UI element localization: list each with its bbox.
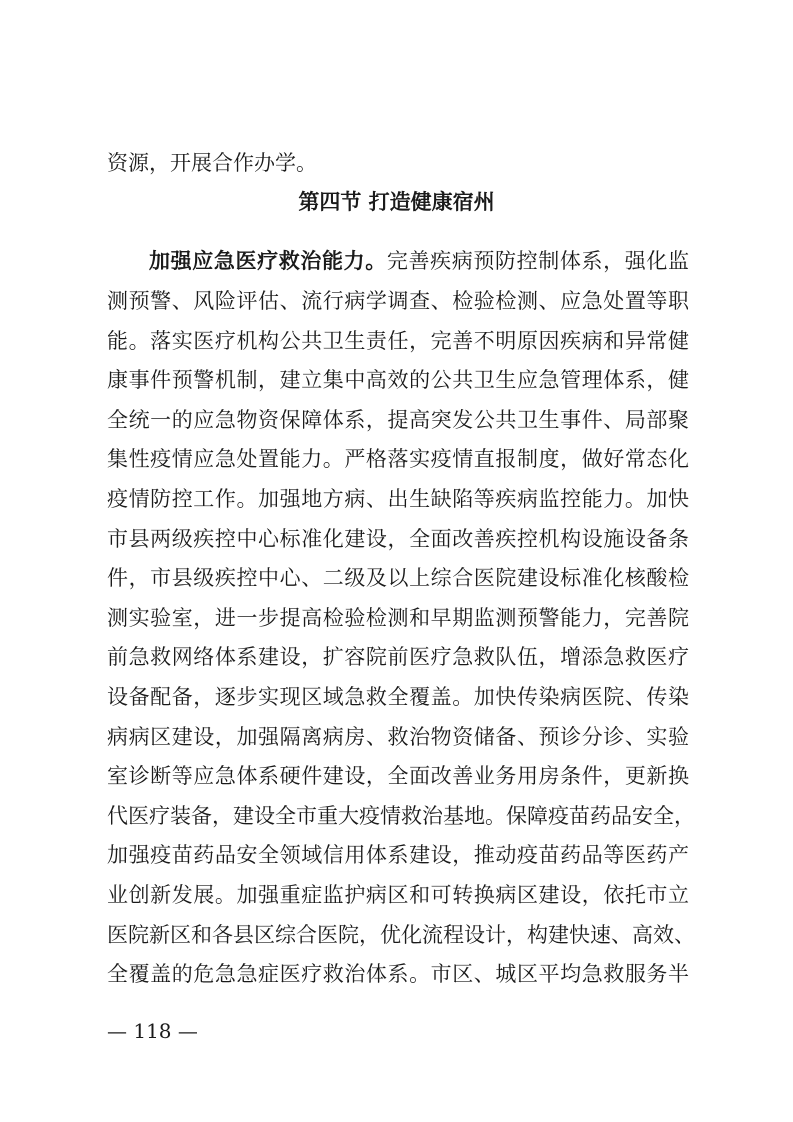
paragraph-line: 设备配备，逐步实现区域急救全覆盖。加快传染病医院、传染 <box>107 685 689 709</box>
section-heading: 第四节 打造健康宿州 <box>298 190 495 214</box>
paragraph-line: 集性疫情应急处置能力。严格落实疫情直报制度，做好常态化 <box>107 447 689 471</box>
paragraph-first-line <box>149 243 689 279</box>
paragraph-line: 代医疗装备，建设全市重大疫情救治基地。保障疫苗药品安全， <box>107 804 695 828</box>
paragraph-line: 测预警、风险评估、流行病学调查、检验检测、应急处置等职 <box>107 289 689 313</box>
paragraph-line: 医院新区和各县区综合医院，优化流程设计，构建快速、高效、 <box>107 923 695 947</box>
paragraph-line: 市县两级疾控中心标准化建设，全面改善疾控机构设施设备条 <box>107 527 689 551</box>
paragraph-line: 疫情防控工作。加强地方病、出生缺陷等疾病监控能力。加快 <box>107 487 689 511</box>
page-number: — 118 — <box>107 1019 198 1043</box>
paragraph-line: 室诊断等应急体系硬件建设，全面改善业务用房条件，更新换 <box>107 764 689 788</box>
opening-line: 资源，开展合作办学。 <box>107 151 317 175</box>
paragraph-line: 全覆盖的危急急症医疗救治体系。市区、城区平均急救服务半 <box>107 962 689 986</box>
paragraph-line: 件，市县级疾控中心、二级及以上综合医院建设标准化核酸检 <box>107 566 689 590</box>
paragraph-line: 病病区建设，加强隔离病房、救治物资储备、预诊分诊、实验 <box>107 725 689 749</box>
paragraph-line: 能。落实医疗机构公共卫生责任，完善不明原因疾病和异常健 <box>107 329 689 353</box>
paragraph-line: 康事件预警机制，建立集中高效的公共卫生应急管理体系，健 <box>107 368 689 392</box>
paragraph-line: 全统一的应急物资保障体系，提高突发公共卫生事件、局部聚 <box>107 408 689 432</box>
paragraph-line: 业创新发展。加强重症监护病区和可转换病区建设，依托市立 <box>107 883 689 907</box>
paragraph-line: 测实验室，进一步提高检验检测和早期监测预警能力，完善院 <box>107 606 689 630</box>
paragraph-lead: 加强应急医疗救治能力。 <box>149 249 387 273</box>
paragraph-first-line-rest: 完善疾病预防控制体系，强化监 <box>386 249 689 273</box>
paragraph-line: 前急救网络体系建设，扩容院前医疗急救队伍，增添急救医疗 <box>107 645 689 669</box>
paragraph-line: 加强疫苗药品安全领域信用体系建设，推动疫苗药品等医药产 <box>107 843 689 867</box>
